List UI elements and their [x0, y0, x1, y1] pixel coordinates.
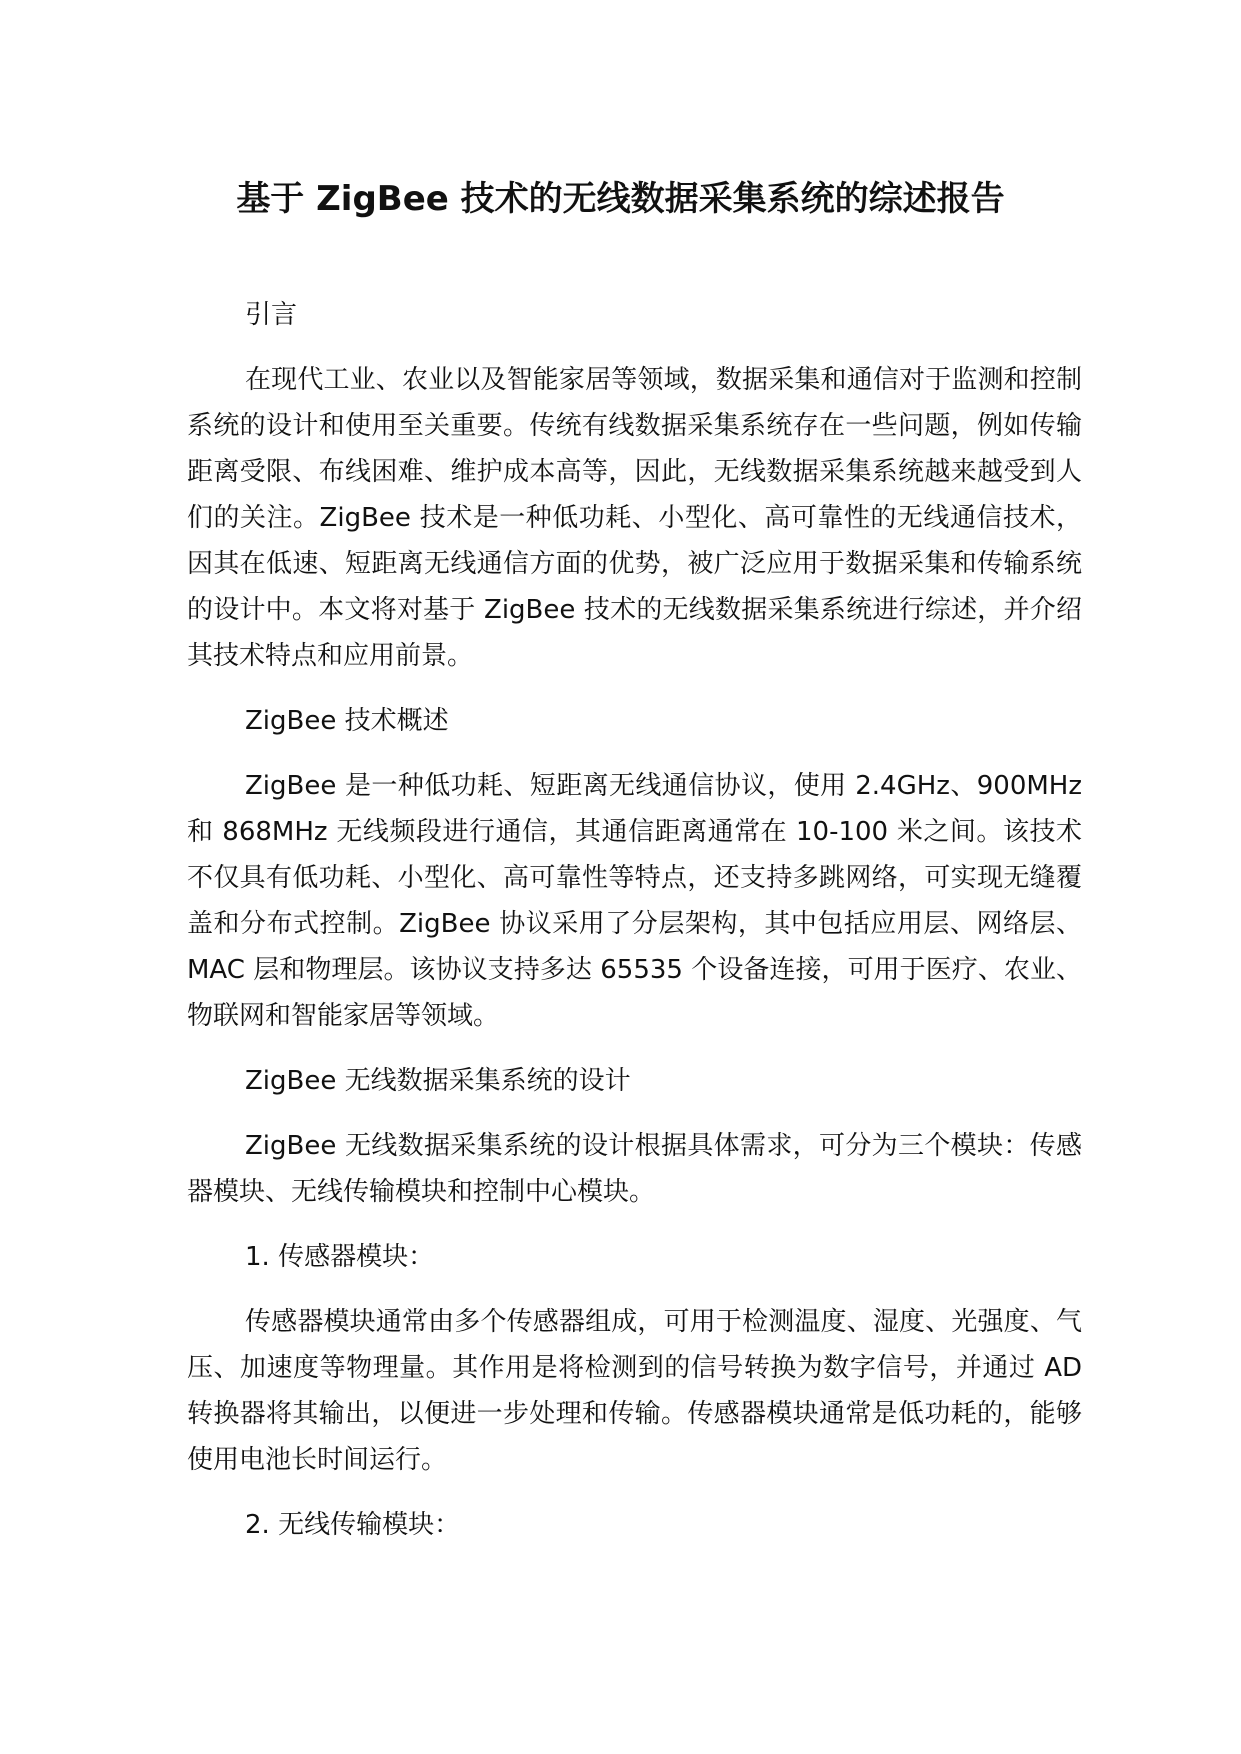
list-item-wireless-module: 2. 无线传输模块：	[245, 1510, 461, 1540]
section-heading-system-design: ZigBee 无线数据采集系统的设计	[245, 1066, 631, 1096]
document-body	[187, 292, 1082, 1567]
section-heading-introduction: 引言	[245, 300, 298, 330]
paragraph-introduction: 在现代工业、农业以及智能家居等领域，数据采集和通信对于监测和控制系统的设计和使用至关重要。传统有线数据采集系统存在一些问题，例如传输距离受限、布线困难、维护成本高等，因此，无线数据采集系统越来越受到人们的关注。ZigBee 技术是一种低功耗、小型化、高可靠性的无线通信技术，因其在低速、短距离无线通信方面的优势，被广泛应用于数据采集和传输系统的设计中。本文将对基于 ZigBee 技术的无线数据采集系统进行综述，并介绍其技术特点和应用前景。	[187, 365, 1082, 671]
document-title: 基于 ZigBee 技术的无线数据采集系统的综述报告	[236, 179, 1005, 219]
paragraph-sensor-module: 传感器模块通常由多个传感器组成，可用于检测温度、湿度、光强度、气压、加速度等物理量。其作用是将检测到的信号转换为数字信号，并通过 AD 转换器将其输出，以便进一步处理和传输。传感器模块通常是低功耗的，能够使用电池长时间运行。	[187, 1307, 1082, 1475]
section-heading-zigbee-overview: ZigBee 技术概述	[245, 706, 449, 736]
list-item-sensor-module: 1. 传感器模块：	[245, 1242, 435, 1272]
paragraph-system-design: ZigBee 无线数据采集系统的设计根据具体需求，可分为三个模块：传感器模块、无线传输模块和控制中心模块。	[187, 1131, 1082, 1207]
paragraph-zigbee-overview: ZigBee 是一种低功耗、短距离无线通信协议，使用 2.4GHz、900MHz 和 868MHz 无线频段进行通信，其通信距离通常在 10-100 米之间。该技术不仅具有低功耗、小型化、高可靠性等特点，还支持多跳网络，可实现无缝覆盖和分布式控制。ZigBee 协议采用了分层架构，其中包括应用层、网络层、MAC 层和物理层。该协议支持多达 65535 个设备连接，可用于医疗、农业、物联网和智能家居等领域。	[187, 771, 1082, 1031]
